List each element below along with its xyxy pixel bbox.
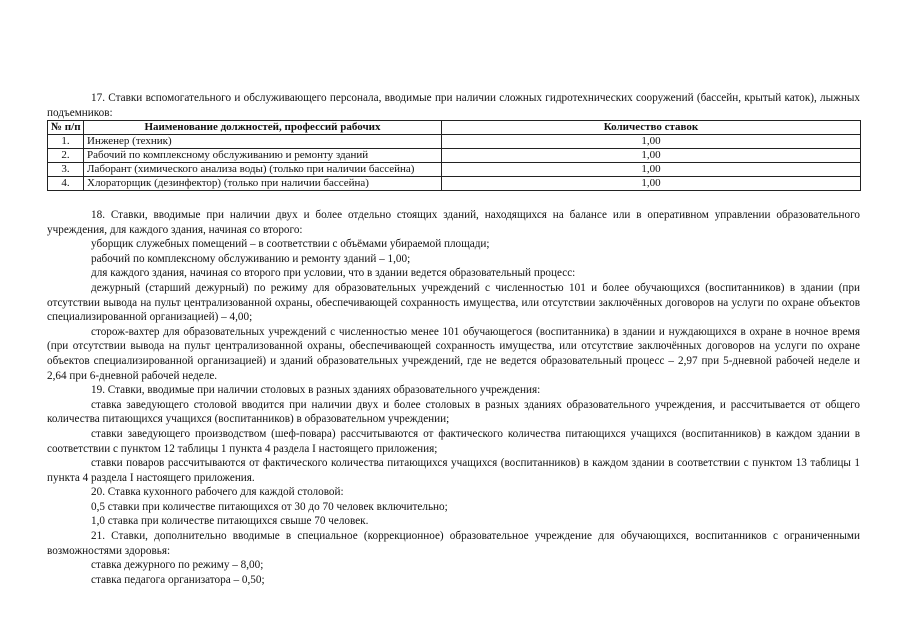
section-21-item: ставка дежурного по режиму – 8,00;: [91, 559, 264, 572]
row-quantity: 1,00: [442, 149, 861, 163]
section-20-heading: 20. Ставка кухонного рабочего для каждой столовой:: [91, 486, 344, 499]
section-18-heading: 18. Ставки, вводимые при наличии двух и более отдельно стоящих зданий, находящихся на балансе или в оперативном управлении образовательного учреждения, для каждого здания, начиная со второго:: [47, 209, 860, 236]
section-19-item: ставки поваров рассчитываются от фактического количества питающихся учащихся (воспитанников) в каждом здании в соответствии с пунктом 13 таблицы 1 пункта 4 раздела I настоящего приложения.: [47, 457, 860, 484]
header-number: № п/п: [48, 121, 84, 135]
section-19-item: ставки заведующего производством (шеф-повара) рассчитываются от фактического количества питающихся учащихся (воспитанников) в каждом здании в соответствии с пунктом 12 таблицы 1 пункта 4 раздела I настоящего приложения;: [47, 427, 860, 455]
table-row: [48, 135, 861, 149]
section-17: [47, 91, 860, 191]
section-18-item: рабочий по комплексному обслуживанию и ремонту зданий – 1,00;: [91, 252, 411, 265]
header-quantity: Количество ставок: [442, 121, 861, 135]
table-row: [48, 163, 861, 177]
row-number: 1.: [48, 135, 84, 149]
row-number: 3.: [48, 163, 84, 177]
row-position: Лаборант (химического анализа воды) (только при наличии бассейна): [84, 163, 442, 177]
section-19-heading: 19. Ставки, вводимые при наличии столовых в разных зданиях образовательного учреждения:: [91, 384, 541, 397]
table-header-row: [48, 121, 861, 135]
section-20-item: 0,5 ставки при количестве питающихся от 30 до 70 человек включительно;: [91, 500, 448, 513]
row-number: 2.: [48, 149, 84, 163]
row-quantity: 1,00: [442, 177, 861, 191]
staff-rates-table: [47, 120, 861, 191]
section-18-item: сторож-вахтер для образовательных учреждений с численностью менее 101 обучающегося (воспитанника) в здании и нуждающихся в охране в ночное время (при отсутствии вывода на пульт централизованной охраны, обеспечивающей сохранность имущества, или отсутствие заключённых договоров на услуги по охране объектов специализированной организацией) и зданий образовательных учреждений, где не ведется образовательный процесс – 2,97 при 5-дневной рабочей неделе и 2,64 при 6-дневной рабочей неделе.: [47, 325, 860, 382]
section-17-intro: 17. Ставки вспомогательного и обслуживающего персонала, вводимые при наличии сложных гидротехнических сооружений (бассейн, крытый каток), лыжных подъемников:: [47, 92, 860, 119]
table-row: [48, 149, 861, 163]
section-20-item: 1,0 ставка при количестве питающихся свыше 70 человек.: [91, 515, 369, 528]
row-position: Инженер (техник): [84, 135, 442, 149]
row-position: Рабочий по комплексному обслуживанию и ремонту зданий: [84, 149, 442, 163]
section-18-item: для каждого здания, начиная со второго при условии, что в здании ведется образовательный процесс:: [91, 267, 576, 280]
header-position: Наименование должностей, профессий рабочих: [84, 121, 442, 135]
table-row: [48, 177, 861, 191]
row-position: Хлораторщик (дезинфектор) (только при наличии бассейна): [84, 177, 442, 191]
section-18-item: дежурный (старший дежурный) по режиму для образовательных учреждений с численностью 101 и более обучающихся (воспитанников) в здании (при отсутствии вывода на пульт централизованной охраны, обеспечивающей сохранность имущества, или отсутствии заключённых договоров на услуги по охране объектов специализированной организацией) – 4,00;: [47, 281, 860, 324]
section-21-heading: 21. Ставки, дополнительно вводимые в специальное (коррекционное) образовательное учреждение для обучающихся, воспитанников с ограниченными возможностями здоровья:: [47, 530, 860, 557]
row-quantity: 1,00: [442, 135, 861, 149]
row-quantity: 1,00: [442, 163, 861, 177]
section-18-item: уборщик служебных помещений – в соответствии с объёмами убираемой площади;: [91, 238, 490, 251]
sections-18-21: [47, 208, 860, 587]
section-21-item: ставка педагога организатора – 0,50;: [91, 573, 265, 586]
row-number: 4.: [48, 177, 84, 191]
section-19-item: ставка заведующего столовой вводится при наличии двух и более столовых в разных зданиях образовательного учреждения, и рассчитывается от общего количества питающихся учащихся (воспитанников) в образовательном учреждении;: [47, 398, 860, 426]
